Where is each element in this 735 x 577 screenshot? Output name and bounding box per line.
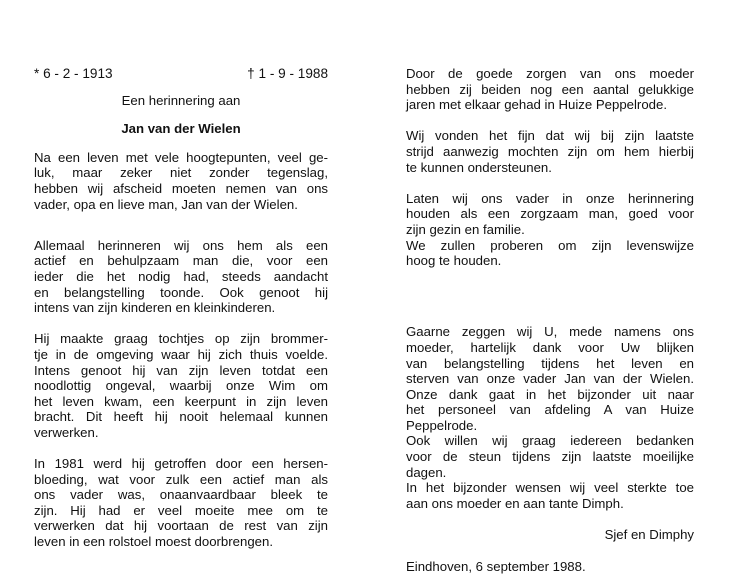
death-date: † 1 - 9 - 1988 bbox=[247, 66, 328, 81]
text-line: Onze dank gaat in het bijzonder uit naar bbox=[406, 386, 694, 402]
text-line: voor de steun tijdens zijn laatste moeilijke bbox=[406, 449, 694, 465]
text-line: zijn gezin en familie. bbox=[406, 221, 525, 237]
left-column bbox=[34, 66, 328, 565]
place-date: Eindhoven, 6 september 1988. bbox=[406, 558, 586, 574]
text-line: Na een leven met vele hoogtepunten, veel ge- bbox=[34, 149, 328, 165]
text-line: hebben zij beiden nog een aantal gelukkige bbox=[406, 81, 694, 97]
text-line: dagen. bbox=[406, 464, 447, 480]
text-line: Laten wij ons vader in onze herinnering bbox=[406, 190, 694, 206]
text-line: vader, opa en lieve man, Jan van der Wielen. bbox=[34, 196, 298, 212]
text-line: Hij maakte graag tochtjes op zijn brommer- bbox=[34, 331, 328, 347]
text-line: luk, maar zeker niet zonder tegenslag, bbox=[34, 165, 328, 181]
text-line: bracht. Dit heeft hij nooit helemaal kunnen bbox=[34, 409, 328, 425]
paragraph-tribute bbox=[34, 150, 328, 212]
text-line: bloeding, wat voor zulk een actief man als bbox=[34, 471, 328, 487]
signature: Sjef en Dimphy bbox=[604, 527, 694, 543]
deceased-name: Jan van der Wielen bbox=[121, 121, 241, 137]
right-column bbox=[406, 66, 694, 574]
text-line: ons vader was, onaanvaardbaar bleek te bbox=[34, 487, 328, 503]
text-line: verwerken dat hij voortaan de rest van zijn bbox=[34, 518, 328, 534]
text-line: Door de goede zorgen van ons moeder bbox=[406, 66, 694, 81]
text-line: hebben wij afscheid moeten nemen van ons bbox=[34, 180, 328, 196]
text-line: intens van zijn kinderen en kleinkinderen. bbox=[34, 300, 276, 316]
paragraph-presence bbox=[406, 128, 694, 175]
text-line: houden als een zorgzaam man, goed voor bbox=[406, 206, 694, 222]
text-line: Intens genoot hij van zijn leven totdat een bbox=[34, 362, 328, 378]
text-line: hoog te houden. bbox=[406, 253, 502, 269]
paragraph-stroke bbox=[34, 456, 328, 550]
text-line: ieder die het nodig had, steeds aandacht bbox=[34, 268, 328, 284]
text-line: het leven kwam, een keerpunt in zijn leven bbox=[34, 393, 328, 409]
text-line: verwerken. bbox=[34, 424, 99, 440]
text-line: Peppelrode. bbox=[406, 417, 478, 433]
paragraph-character bbox=[34, 238, 328, 316]
text-line: het personeel van afdeling A van Huize bbox=[406, 402, 694, 418]
text-line: te kunnen ondersteunen. bbox=[406, 159, 552, 175]
text-line: In 1981 werd hij getroffen door een hersen- bbox=[34, 456, 328, 472]
birth-date: * 6 - 2 - 1913 bbox=[34, 66, 113, 81]
text-line: zijn. Hij had er veel moeite mee om te bbox=[34, 502, 328, 518]
text-line: Allemaal herinneren wij ons hem als een bbox=[34, 237, 328, 253]
paragraph-care bbox=[406, 66, 694, 113]
text-line: We zullen proberen om zijn levenswijze bbox=[406, 237, 694, 253]
text-line: Gaarne zeggen wij U, mede namens ons bbox=[406, 324, 694, 340]
paragraph-accident bbox=[34, 331, 328, 440]
text-line: noodlottig ongeval, waarbij onze Wim om bbox=[34, 378, 328, 394]
paragraph-remembrance bbox=[406, 191, 694, 269]
text-line: actief en behulpzaam man die, voor een bbox=[34, 253, 328, 269]
life-dates bbox=[34, 66, 328, 82]
text-line: en belangstelling toonde. Ook genoot hij bbox=[34, 284, 328, 300]
text-line: In het bijzonder wensen wij veel sterkte toe bbox=[406, 480, 694, 496]
paragraph-thanks bbox=[406, 324, 694, 511]
text-line: sterven van onze vader Jan van der Wielen. bbox=[406, 371, 694, 387]
text-line: jaren met elkaar gehad in Huize Peppelrode. bbox=[406, 97, 667, 113]
text-line: leven in een rolstoel moest doorbrengen. bbox=[34, 534, 273, 550]
text-line: van belangstelling tijdens het leven en bbox=[406, 355, 694, 371]
text-line: aan ons moeder en aan tante Dimph. bbox=[406, 495, 624, 511]
text-line: moeder, hartelijk dank voor Uw blijken bbox=[406, 339, 694, 355]
text-line: strijd aanwezig mochten zijn om hem hierbij bbox=[406, 143, 694, 159]
text-line: Wij vonden het fijn dat wij bij zijn laatste bbox=[406, 128, 694, 144]
text-line: Ook willen wij graag iedereen bedanken bbox=[406, 433, 694, 449]
text-line: tje in de omgeving waar hij zich thuis voelde. bbox=[34, 346, 328, 362]
intro-line: Een herinnering aan bbox=[121, 92, 241, 108]
